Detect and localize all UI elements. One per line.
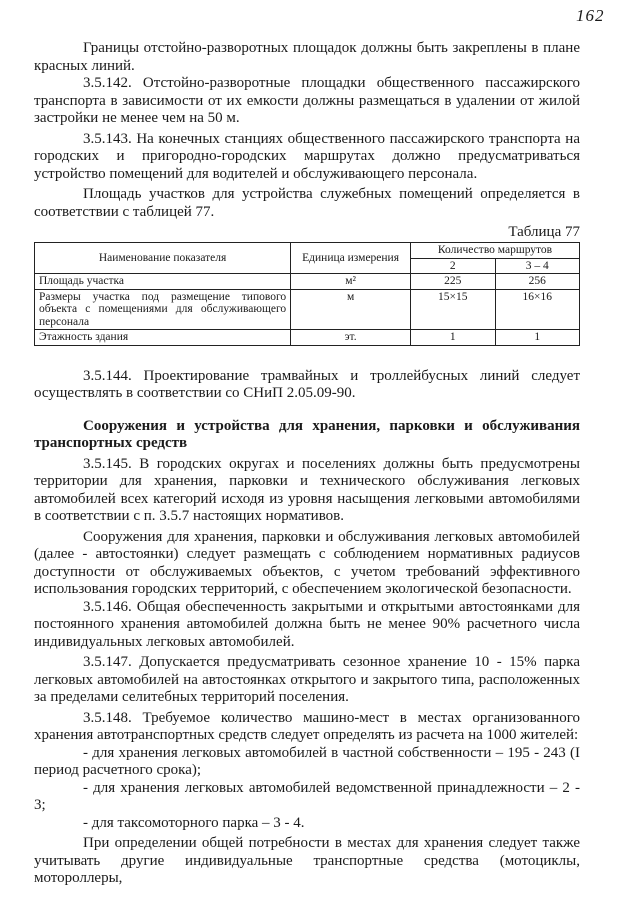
header-unit: Единица измерения <box>291 243 411 274</box>
cell-value-b: 256 <box>495 274 579 290</box>
cell-unit: м <box>291 289 411 330</box>
cell-value-b: 1 <box>495 330 579 346</box>
section-heading: Сооружения и устройства для хранения, парковки и обслуживания транспортных средств <box>34 417 580 451</box>
table-header-row <box>35 243 580 259</box>
header-indicator-name: Наименование показателя <box>35 243 291 274</box>
cell-value-a: 1 <box>411 330 495 346</box>
paragraph-3-5-147: 3.5.147. Допускается предусматривать сезонное хранение 10 - 15% парка легковых автомобилей на автостоянках открытого и закрытого типа, расположенных за пределами селитебных территорий поселения. <box>34 654 580 705</box>
cell-name: Размеры участка под размещение типового объекта с помещениями для обслуживающего персонала <box>35 289 291 330</box>
table-row <box>35 274 580 290</box>
header-col-3-4: 3 – 4 <box>495 258 579 274</box>
list-item: - для таксомоторного парка – 3 - 4. <box>83 814 305 831</box>
header-route-count: Количество маршрутов <box>411 243 580 259</box>
paragraph-3-5-143: 3.5.143. На конечных станциях общественного пассажирского транспорта на городских и пригородно-городских маршрутах должно предусматриваться устройство помещений для водителей и обслуживающего персонала. <box>34 130 580 182</box>
paragraph-boundaries: Границы отстойно-разворотных площадок должны быть закреплены в плане красных линий. <box>34 40 580 74</box>
paragraph-total-demand: При определении общей потребности в местах для хранения следует также учитывать другие индивидуальные транспортные средства (мотоциклы, мотороллеры, <box>34 835 580 886</box>
cell-name: Этажность здания <box>35 330 291 346</box>
cell-unit: м² <box>291 274 411 290</box>
cell-unit: эт. <box>291 330 411 346</box>
table-row <box>35 330 580 346</box>
table-row <box>35 289 580 330</box>
paragraph-3-5-144: 3.5.144. Проектирование трамвайных и троллейбусных линий следует осуществлять в соответствии со СНиП 2.05.09-90. <box>34 367 580 401</box>
table-77 <box>34 242 580 346</box>
paragraph-3-5-148: 3.5.148. Требуемое количество машино-мест в местах организованного хранения автотранспортных средств следует определять из расчета на 1000 жителей: <box>34 709 580 743</box>
cell-name: Площадь участка <box>35 274 291 290</box>
list-item: - для хранения легковых автомобилей в частной собственности – 195 - 243 (I период расчетного срока); <box>34 744 580 778</box>
paragraph-parking-placement: Сооружения для хранения, парковки и обслуживания легковых автомобилей (далее - автостоянки) следует размещать с соблюдением нормативных радиусов доступности от обслуживаемых объектов, с учетом требований эффективного использования городских территорий, с обеспечением экологической безопасности. <box>34 528 580 597</box>
header-col-2: 2 <box>411 258 495 274</box>
cell-value-a: 225 <box>411 274 495 290</box>
paragraph-3-5-142: 3.5.142. Отстойно-разворотные площадки общественного пассажирского транспорта в зависимости от их емкости должны размещаться в удалении от жилой застройки не менее чем на 50 м. <box>34 75 580 126</box>
list-item: - для хранения легковых автомобилей ведомственной принадлежности – 2 - 3; <box>34 779 580 813</box>
paragraph-3-5-145: 3.5.145. В городских округах и поселениях должны быть предусмотрены территории для хранения, парковки и технического обслуживания легковых автомобилей всех категорий исходя из уровня насыщения легковыми автомобилями в соответствии с п. 3.5.7 настоящих нормативов. <box>34 455 580 524</box>
cell-value-a: 15×15 <box>411 289 495 330</box>
paragraph-3-5-146: 3.5.146. Общая обеспеченность закрытыми и открытыми автостоянками для постоянного хранения автомобилей должна быть не менее 90% расчетного числа индивидуальных легковых автомобилей. <box>34 598 580 650</box>
document-body <box>34 40 580 888</box>
page-number: 162 <box>576 6 605 25</box>
paragraph-area-table-ref: Площадь участков для устройства служебных помещений определяется в соответствии с таблицей 77. <box>34 186 580 220</box>
table-caption: Таблица 77 <box>508 224 580 240</box>
cell-value-b: 16×16 <box>495 289 579 330</box>
